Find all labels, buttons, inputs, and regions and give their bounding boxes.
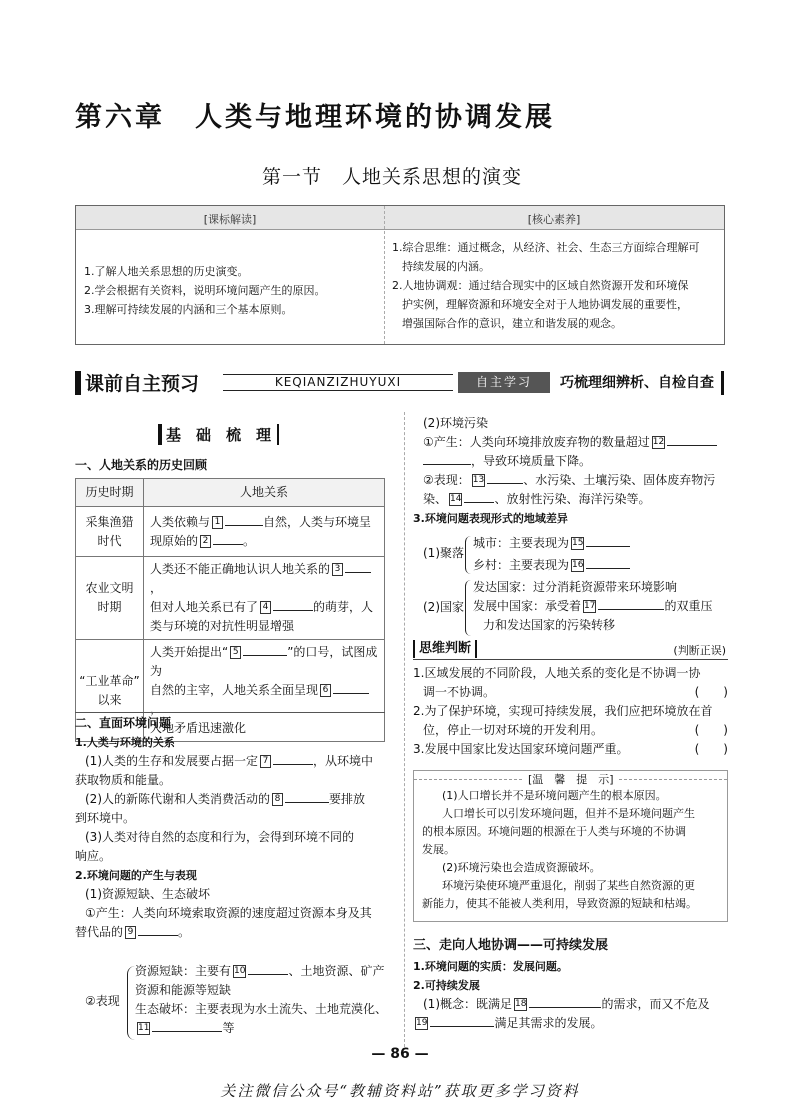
- table-row: “工业革命” 以来 人类开始提出“ 5 ”的口号，试图成为 自然的主宰，人地关系全面呈现 6， 人地矛盾迅速激化: [76, 640, 385, 742]
- performance-brace-block: ②表现 资源短缺：主要有 10 、土地资源、矿产 资源和能源等短缺 生态破坏：主要表现为水土流失、土地荒漠化、 11 等: [75, 962, 395, 1042]
- left-body: 二、直面环境问题 1.人类与环境的关系 (1)人类的生存和发展要占据一定 7 ，从环境中 获取物质和能量。 (2)人的新陈代谢和人类消费活动的 8 要排放 到环境中。 (3)人类对待自然的态度和行为，会得到环境不同的 响应。 2.环境问题的产生与表现 (1)资源短缺、生态破坏 ①产生：人类向环境索取资源的速度超过资源本身及其 替代品的 9 。: [75, 714, 395, 942]
- section-banner: [75, 368, 725, 398]
- table-row: 采集渔猎 时代 人类依赖与 1 自然，人类与环境呈 现原始的 2 。: [76, 507, 385, 557]
- section-1-title: 一、人地关系的历史回顾: [75, 458, 208, 472]
- settlement-brace: (1)聚落 城市：主要表现为 15 乡村：主要表现为 16: [413, 532, 728, 580]
- banner-title: 课前自主预习: [85, 373, 200, 395]
- section-2-title: 二、直面环境问题: [75, 716, 172, 730]
- country-brace: (2)国家 发达国家：过分消耗资源带来环境影响 发展中国家：承受着 17 的双重压 力和发达国家的污染转移: [413, 578, 728, 638]
- banner-tag: 自主学习: [458, 372, 550, 393]
- right-body-2: 三、走向人地协调——可持续发展 1.环境问题的实质：发展问题。 2.可持续发展 (1)概念：既满足 18 的需求，而又不危及 19 满足其需求的发展。: [413, 936, 728, 1033]
- section-title: 第一节 人地关系思想的演变: [262, 166, 523, 188]
- answer-paren[interactable]: ( ): [694, 685, 728, 699]
- history-table: [75, 478, 385, 742]
- judgement-header: 思维判断 (判断正误): [413, 640, 728, 660]
- footer-note: 关注微信公众号“教辅资料站”获取更多学习资料: [220, 1082, 580, 1100]
- table-header: 历史时期: [76, 479, 144, 507]
- tips-box: [温 馨 提 示] (1)人口增长并不是环境问题产生的根本原因。 人口增长可以引发环境问题，但并不是环境问题产生 的根本原因。环境问题的根源在于人类与环境的不协调 发展。 (2)环境污染也会造成资源破坏。 环境污染使环境严重退化，削弱了某些自然资源的更 新能力，使其不能被人类利用，导致资源的短缺和枯竭。: [413, 770, 728, 922]
- page-number: — 86 —: [371, 1046, 429, 1062]
- right-body: (2)环境污染 ①产生：人类向环境排放废弃物的数量超过 12 ，导致环境质量下降。 ②表现： 13 、水污染、土壤污染、固体废弃物污 染、 14 、放射性污染、海洋污染等。 3.环境问题表现形式的地域差异: [413, 416, 716, 525]
- core-literacy-list: 1.综合思维：通过概念，从经济、社会、生态三方面综合理解可 持续发展的内涵。 2.人地协调观：通过结合现实中的区域自然资源开发和环境保 护实例，理解资源和环境安全对于人地协调发展的重要性， 增强国际合作的意识，建立和谐发展的观念。: [392, 241, 700, 330]
- answer-paren[interactable]: ( ): [694, 742, 728, 756]
- curriculum-list: 1.了解人地关系思想的历史演变。 2.学会根据有关资料，说明环境问题产生的原因。 3.理解可持续发展的内涵和三个基本原则。: [84, 265, 326, 316]
- basics-heading: 基 础 梳 理: [158, 424, 279, 445]
- banner-pinyin: KEQIANZIZHUYUXI: [223, 374, 453, 391]
- chapter-title: 第六章 人类与地理环境的协调发展: [75, 102, 555, 133]
- curriculum-tag: [课标解读]: [203, 213, 257, 226]
- core-literacy-tag: [核心素养]: [527, 213, 581, 226]
- section-3-title: 三、走向人地协调——可持续发展: [413, 938, 609, 953]
- objectives-box: [75, 205, 725, 345]
- banner-slogan: 巧梳理细辨析、自检自查: [560, 375, 714, 391]
- judgement-list: 1.区域发展的不同阶段，人地关系的变化是不协调一协 调一不协调。 ( ) 2.为了保护环境，实现可持续发展，我们应把环境放在首 位，停止一切对环境的开发利用。 ( ) 3.发展中国家比发达国家环境问题严重。 ( ): [413, 664, 728, 759]
- tips-title: [温 馨 提 示]: [524, 771, 618, 787]
- table-header: 人地关系: [144, 479, 385, 507]
- table-row: 农业文明 时期 人类还不能正确地认识人地关系的 3， 但对人地关系已有了 4 的萌芽，人 类与环境的对抗性明显增强: [76, 557, 385, 640]
- answer-paren[interactable]: ( ): [694, 723, 728, 737]
